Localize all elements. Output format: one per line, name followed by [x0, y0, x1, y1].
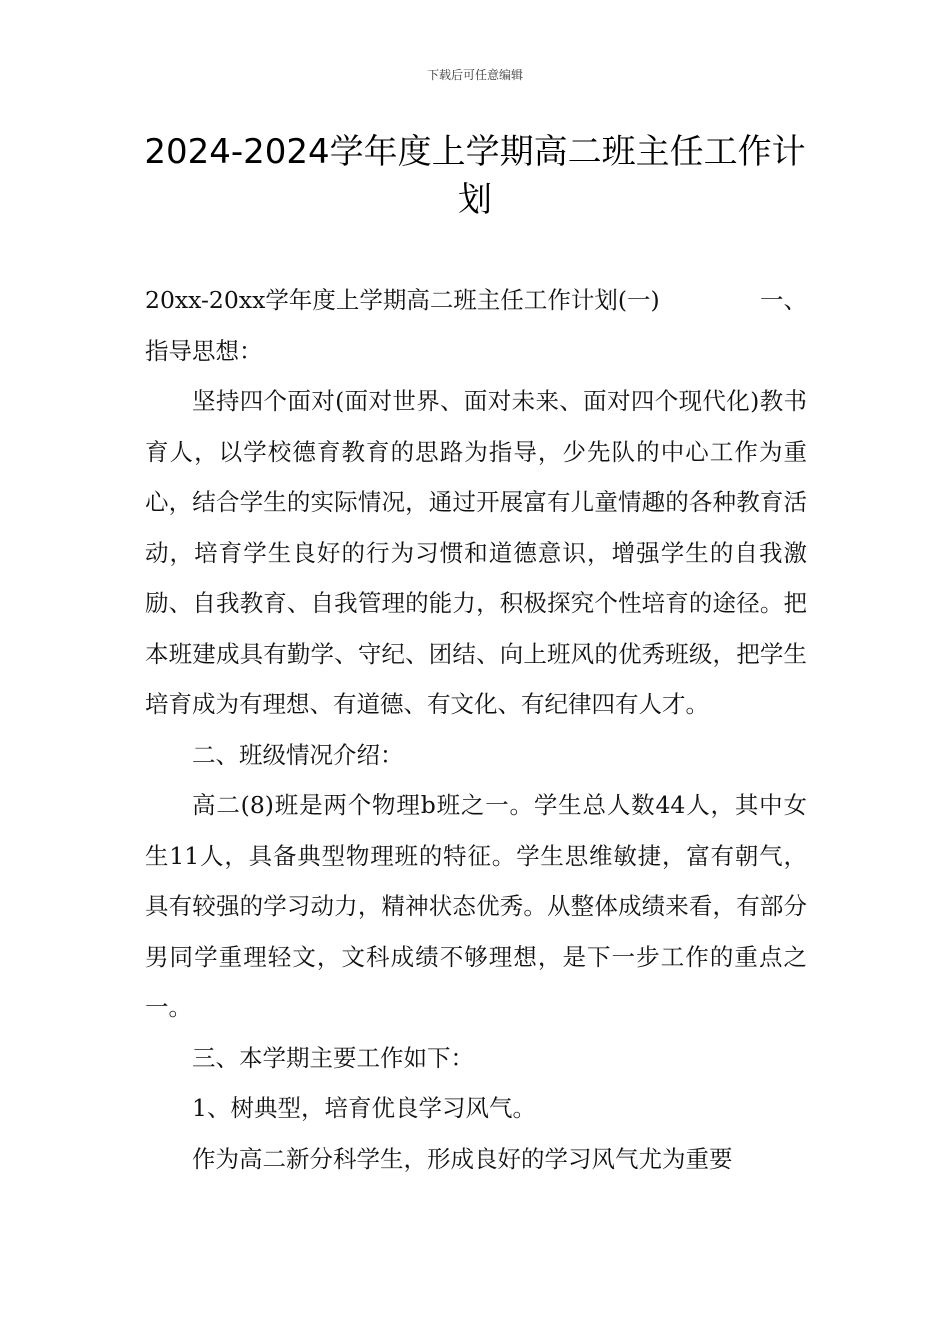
- header-note: 下载后可任意编辑: [426, 68, 523, 82]
- intro-subtitle: 20xx-20xx学年度上学期高二班主任工作计划(一): [145, 286, 660, 314]
- section3-heading: 三、本学期主要工作如下：: [192, 1043, 474, 1072]
- intro-line: [145, 275, 807, 326]
- paragraph-class-intro: 高二(8)班是两个物理b班之一。学生总人数44人，其中女生11人，具备典型物理班的特征。学生思维敏捷，富有朝气，具有较强的学习动力，精神状态优秀。从整体成绩来看，有部分男同学重理轻文，文科成绩不够理想，是下一步工作的重点之一。: [145, 791, 807, 1021]
- work-item-1: 1、树典型，培育优良学习风气。: [192, 1094, 536, 1122]
- page-title: 2024-2024学年度上学期高二班主任工作计划: [144, 132, 806, 220]
- section2-heading: 二、班级情况介绍：: [192, 740, 404, 769]
- paragraph-study-atmosphere: 作为高二新分科学生，形成良好的学习风气尤为重要: [192, 1144, 733, 1173]
- section1-number: 一、: [760, 286, 807, 314]
- document-body: [145, 275, 807, 1184]
- section1-heading: 指导思想：: [145, 336, 263, 365]
- paragraph-guiding-thought: 坚持四个面对(面对世界、面对未来、面对四个现代化)教书育人，以学校德育教育的思路为指导，少先队的中心工作为重心，结合学生的实际情况，通过开展富有儿童情趣的各种教育活动，培育学生良好的行为习惯和道德意识，增强学生的自我激励、自我教育、自我管理的能力，积极探究个性培育的途径。把本班建成具有勤学、守纪、团结、向上班风的优秀班级，把学生培育成为有理想、有道德、有文化、有纪律四有人才。: [145, 387, 807, 718]
